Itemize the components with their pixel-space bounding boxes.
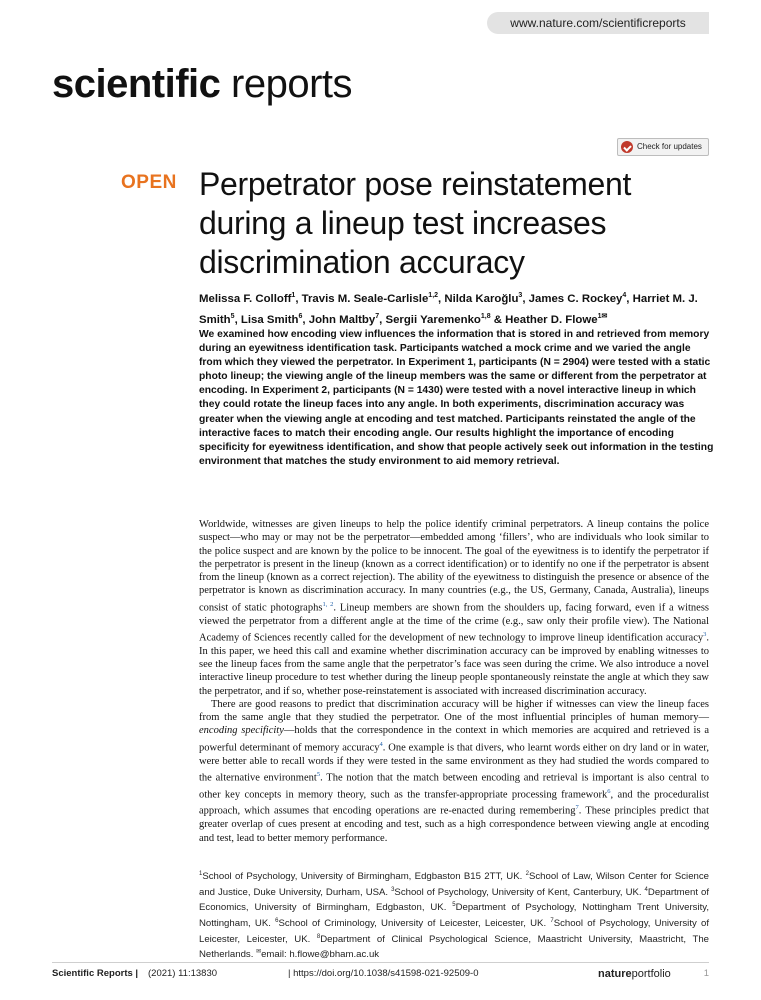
- page-number: 1: [703, 968, 709, 979]
- affiliation-number: 6: [275, 918, 279, 925]
- author-affiliation-ref: 6: [298, 312, 303, 320]
- author-affiliation-ref: 5: [230, 312, 235, 320]
- author-name[interactable]: Nilda Karoğlu: [444, 292, 519, 305]
- affiliation-number: ✉: [256, 949, 262, 956]
- affiliation-number: 3: [391, 886, 395, 893]
- affiliation-text: Department of Psychology, Nottingham Trent University, Nottingham, UK.: [199, 902, 709, 930]
- reference-link[interactable]: 7: [575, 804, 579, 812]
- footer-doi-link[interactable]: | https://doi.org/10.1038/s41598-021-92509-0: [288, 968, 479, 979]
- brand-bold: scientific: [52, 62, 221, 106]
- body-text: [199, 518, 709, 845]
- reference-link[interactable]: 5: [316, 770, 321, 778]
- publisher-light: portfolio: [631, 968, 671, 980]
- footer-divider: [52, 962, 709, 963]
- open-access-label: OPEN: [121, 172, 177, 193]
- affiliation-text: School of Law, Wilson Center for Science and Justice, Duke University, Durham, USA.: [199, 871, 709, 898]
- emphasis: encoding specificity: [199, 725, 284, 737]
- abstract: We examined how encoding view influences the information that is stored in and retrieved from memory during an eyewitness identification task. Participants watched a mock crime and we varied the angle from which they viewed the perpetrator. In Experiment 1, participants (N = 2904) were tested with a static photo lineup; the viewing angle of the lineup members was the same or different from the perpetrator at encoding. In Experiment 2, participants (N = 1430) were tested with a novel interactive lineup in which they could rotate the lineup faces into any angle. In both experiments, discrimination accuracy was greater when the viewing angle at encoding and test matched. Participants reinstated the angle of the interactive faces to match their encoding angle. Our results highlight the importance of encoding specificity for eyewitness identification, and show that people actively seek out information in the testing environment that matches the study environment to aid memory retrieval.: [199, 329, 714, 467]
- journal-logo: [52, 62, 352, 106]
- affiliation-text: School of Psychology, University of Kent, Canterbury, UK.: [394, 886, 645, 898]
- reference-link[interactable]: 4: [379, 740, 383, 748]
- affiliation-text: School of Criminology, University of Leicester, Leicester, UK.: [278, 918, 551, 930]
- affiliation-text: School of Psychology, University of Leicester, Leicester, UK.: [199, 918, 709, 945]
- publisher-logo: [598, 967, 671, 981]
- body-paragraph: Worldwide, witnesses are given lineups to help the police identify criminal perpetrators. A lineup contains the police suspect—who may or may not be the perpetrator—embedded among ‘fillers’, who are individuals who look similar to the police suspect and are known by the police to be innocent. The goal of the eyewitness is to identify the perpetrator if the perpetrator is present in the lineup (known as a correct identification) or to identify no one if the perpetrator is absent from the lineup (known as a correct rejection). The ability of the eyewitness to distinguish the presence or absence of the perpetrator is known as discrimination accuracy. In many countries (e.g., the US, Germany, Canada, Australia), lineups consist of static photographs$^{1, 2}$. Lineup members are shown from the shoulders up, facing forward, even if a witness viewed the perpetrator from a different angle at the time of the crime (e.g., saw only their profile view). The National Academy of Sciences recently called for the development of new technology to improve lineup identification accuracy$^3$. In this paper, we heed this call and examine whether discrimination accuracy can be improved by enabling witnesses to see the lineup faces from the same angle that the perpetrator’s face was seen during the crime. We also introduce a novel interactive lineup procedure to test whether during the lineup people spontaneously reinstate the angle at which they saw the perpetrator, and if so, whether pose-reinstatement is associated with increased discrimination accuracy.: [199, 519, 710, 697]
- author-name[interactable]: James C. Rockey: [528, 292, 623, 305]
- author-affiliation-ref: 7: [375, 312, 380, 320]
- article-title: Perpetrator pose reinstatement during a lineup test increases discrimination accuracy: [199, 166, 632, 280]
- author-name[interactable]: Travis M. Seale-Carlisle: [301, 292, 429, 305]
- affiliation-text: email: h.flowe@bham.ac.uk: [261, 949, 380, 961]
- affiliation-number: 4: [644, 886, 648, 893]
- author-name[interactable]: Sergii Yaremenko: [385, 313, 481, 326]
- author-name[interactable]: Harriet M. J. Smith: [199, 292, 698, 326]
- affiliation-number: 1: [199, 871, 203, 877]
- check-updates-label: Check for updates: [637, 142, 702, 151]
- page-footer: [52, 967, 709, 981]
- affiliation-text: School of Psychology, University of Birmingham, Edgbaston B15 2TT, UK.: [202, 871, 526, 883]
- check-updates-button[interactable]: [617, 138, 709, 156]
- reference-link[interactable]: 3: [703, 630, 707, 638]
- affiliation-number: 7: [550, 918, 554, 925]
- publisher-bold: nature: [598, 968, 632, 980]
- affiliations: [199, 868, 709, 962]
- affiliation-number: 2: [525, 871, 529, 877]
- author-list: Melissa F. Colloff$^1$, Travis M. Seale-Carlisle$^{1,2}$, Nilda Karoğlu$^3$, James C. Rockey$^4$, Harriet M. J. Smith$^5$, Lisa Smith$^6$, John Maltby$^7$, Sergii Yaremenko$^{1,8}$ & Heather D. Flowe$^{1✉}$: [199, 292, 698, 326]
- body-paragraph: There are good reasons to predict that discrimination accuracy will be higher if witnesses can view the lineup faces from the same angle that they studied the perpetrator. One of the most influential principles of human memory—encoding specificity—holds that the correspondence in the context in which memories are acquired and retrieved is a powerful determinant of memory accuracy$^4$. One example is that divers, who learnt words either on dry land or in water, were better able to recall words if they were tested in the same environment as they had studied the words compared to the alternative environment$^5$. The notion that the match between encoding and retrieval is important is also central to other key concepts in memory theory, such as the transfer-appropriate processing framework$^6$, and the proceduralist approach, which assumes that encoding operations are re-enacted during remembering$^7$. These principles predict that greater overlap of cues present at encoding and test, such as a high correspondence between viewing angle at encoding and test, lead to better memory performance.: [199, 698, 710, 844]
- author-name[interactable]: Lisa Smith: [240, 313, 299, 326]
- reference-link[interactable]: 1, 2: [322, 600, 334, 608]
- journal-url[interactable]: www.nature.com/scientificreports: [487, 12, 709, 34]
- author-affiliation-ref: 1,2: [428, 292, 439, 299]
- author-affiliation-ref: 1✉: [597, 312, 608, 320]
- author-affiliation-ref: 3: [518, 292, 523, 299]
- author-name[interactable]: John Maltby: [308, 313, 376, 326]
- brand-light: reports: [231, 62, 353, 106]
- check-updates-icon: [621, 141, 633, 153]
- affiliation-text: Department of Clinical Psychological Science, Maastricht University, Maastricht, The Netherlands.: [199, 933, 709, 961]
- affiliation-number: 5: [452, 902, 456, 909]
- author-name[interactable]: Heather D. Flowe: [505, 313, 598, 326]
- footer-journal: Scientific Reports |: [52, 968, 139, 979]
- footer-citation: (2021) 11:13830: [148, 968, 218, 979]
- affiliation-text: Department of Economics, University of Birmingham, Edgbaston, UK.: [199, 886, 709, 914]
- author-affiliation-ref: 1,8: [480, 312, 491, 320]
- affiliation-number: 8: [316, 933, 321, 940]
- author-affiliation-ref: 1: [291, 292, 296, 299]
- author-name[interactable]: Melissa F. Colloff: [199, 292, 292, 305]
- author-affiliation-ref: 4: [622, 292, 627, 299]
- reference-link[interactable]: 6: [607, 787, 611, 795]
